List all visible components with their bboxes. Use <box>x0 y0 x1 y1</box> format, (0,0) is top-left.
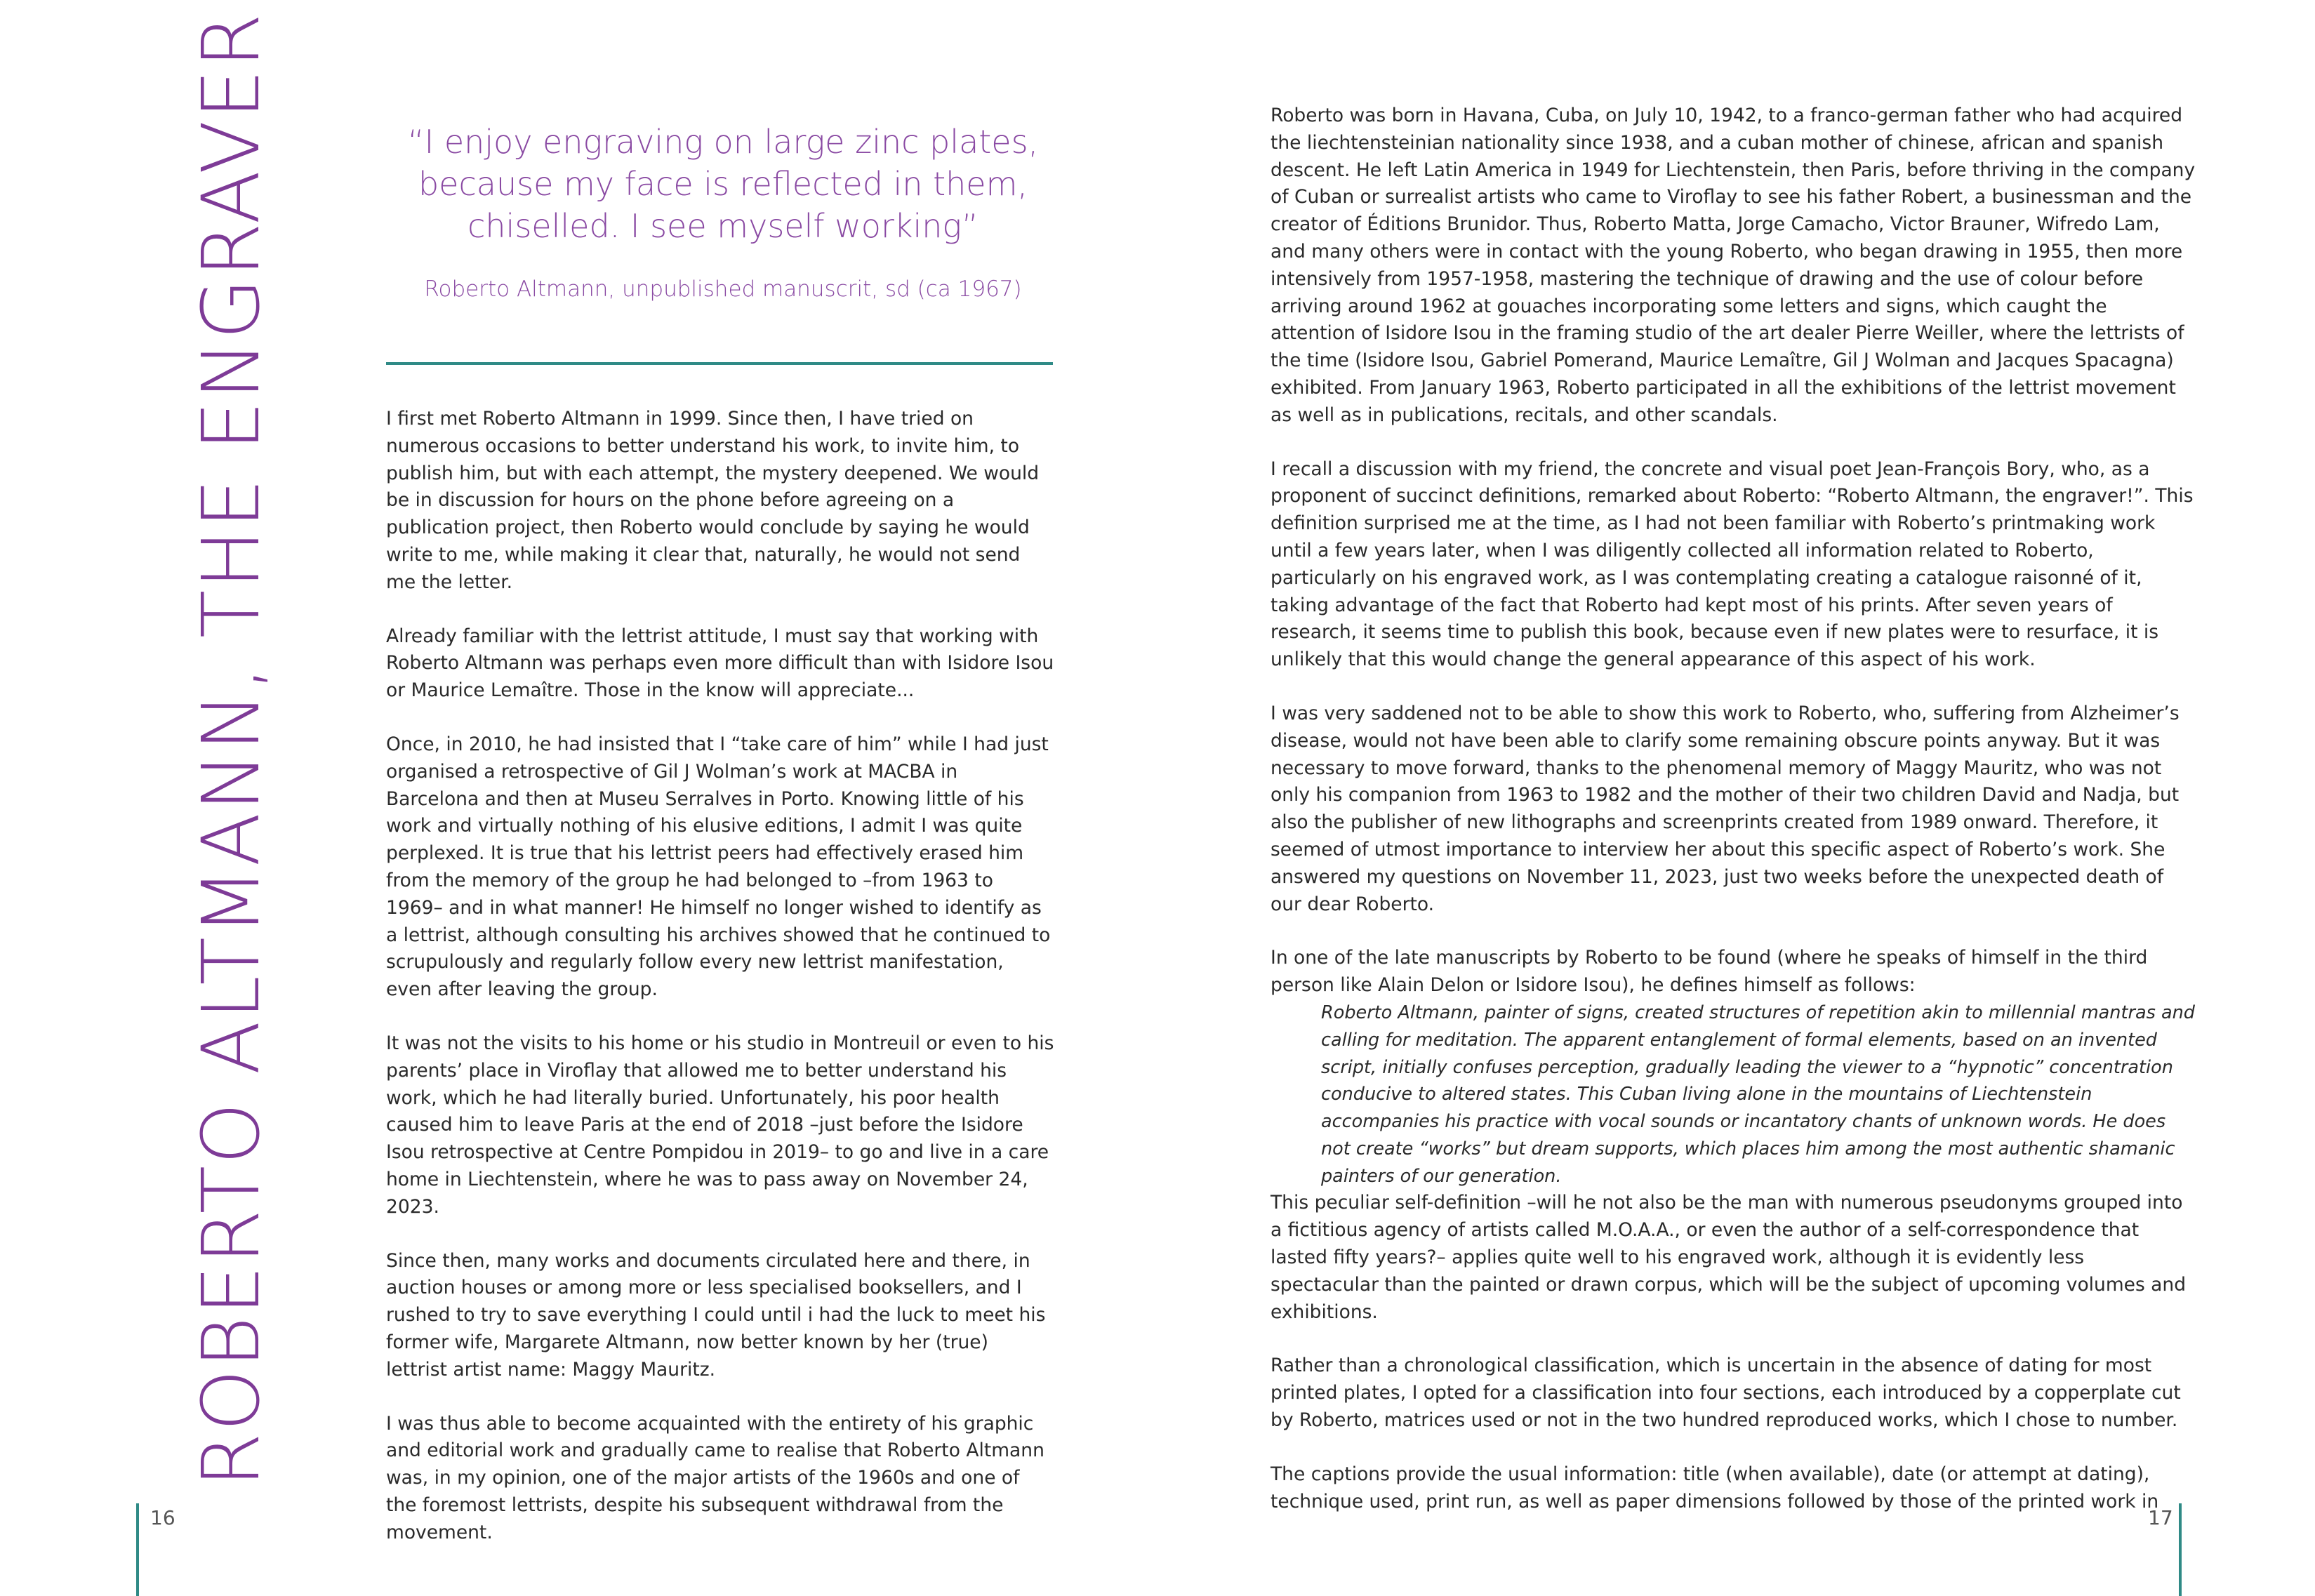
quote-source: Roberto Altmann, unpublished manuscrit, sd (ca 1967) <box>424 277 1022 302</box>
page-number-left: 16 <box>150 1506 175 1529</box>
paragraph: Already familiar with the lettrist attitude, I must say that working with Roberto Altmann was perhaps even more difficult than with Isidore Isou or Maurice Lemaître. Those in the know will appreciate... <box>386 625 1054 702</box>
paragraph: I recall a discussion with my friend, the concrete and visual poet Jean-François Bory, who, as a proponent of succinct definitions, remarked about Roberto: “Roberto Altmann, the engraver!”. This definition surprised me at the time, as I had not been familiar with Roberto’s printmaking work until a few years later, when I was diligently collected all information related to Roberto, particularly on his engraved work, as I was contemplating creating a catalogue raisonné of it, taking advantage of the fact that Roberto had kept most of his prints. After seven years of research, it seems time to publish this book, because even if new plates were to resurface, it is unlikely that this would change the general appearance of this aspect of his work. <box>1271 458 2194 671</box>
paragraph: Roberto was born in Havana, Cuba, on July 10, 1942, to a franco-german father who had acquired the liechtensteinian nationality since 1938, and a cuban mother of chinese, african and spanish descent. He left Latin America in 1949 for Liechtenstein, then Paris, before thriving in the company of Cuban or surrealist artists who came to Viroflay to see his father Robert, a businessman and the creator of Éditions Brunidor. Thus, Roberto Matta, Jorge Camacho, Victor Brauner, Wifredo Lam, and many others were in contact with the young Roberto, who began drawing in 1955, then more intensively from 1957-1958, mastering the technique of drawing and the use of colour before arriving around 1962 at gouaches incorporating some letters and signs, which caught the attention of Isidore Isou in the framing studio of the art dealer Pierre Weiller, where the lettrists of the time (Isidore Isou, Gabriel Pomerand, Maurice Lemaître, Gil J Wolman and Jacques Spacagna) exhibited. From January 1963, Roberto participated in all the exhibitions of the lettrist movement as well as in publications, recitals, and other scandals. <box>1271 105 2196 426</box>
paragraph: Since then, many works and documents circulated here and there, in auction houses or among more or less specialised booksellers, and I rushed to try to save everything I could until i had the luck to meet his former wife, Margarete Altmann, now better known by her (true) lettrist artist name: Maggy Mauritz. <box>386 1249 1046 1381</box>
paragraph: Once, in 2010, he had insisted that I “take care of him” while I had just organised a retrospective of Gil J Wolman’s work at MACBA in Barcelona and then at Museu Serralves in Porto. Knowing little of his work and virtually nothing of his elusive editions, I admit I was quite perplexed. It is true that his lettrist peers had effectively erased him from the memory of the group he had belonged to –from 1963 to 1969– and in what manner! He himself no longer wished to identify as a lettrist, although consulting his archives showed that he continued to scrupulously and regularly follow every new lettrist manifestation, even after leaving the group. <box>386 733 1051 1001</box>
chapter-title: ROBERTO ALTMANN, THE ENGRAVER <box>186 11 277 1488</box>
quote-divider <box>386 362 1053 365</box>
vertical-title-area <box>186 11 277 1488</box>
paragraph: I was thus able to become acquainted with the entirety of his graphic and editorial work and gradually came to realise that Roberto Altmann was, in my opinion, one of the major artists of the 1960s and one of the foremost lettrists, despite his subsequent withdrawal from the movement. <box>386 1412 1044 1543</box>
paragraph: I was very saddened not to be able to show this work to Roberto, who, suffering from Alzheimer’s disease, would not have been able to clarify some remaining obscure points anyway. But it was necessary to move forward, thanks to the phenomenal memory of Maggy Mauritz, who was not only his companion from 1963 to 1982 and the mother of their two children David and Nadja, but also the publisher of new lithographs and screenprints created from 1989 onward. Therefore, it seemed of utmost importance to interview her about this specific aspect of Roberto’s work. She answered my questions on November 11, 2023, just two weeks before the unexpected death of our dear Roberto. <box>1271 702 2180 915</box>
paragraph: Rather than a chronological classification, which is uncertain in the absence of dating for most printed plates, I opted for a classification into four sections, each introduced by a copperplate cut by Roberto, matrices used or not in the two hundred reproduced works, which I chose to number. <box>1271 1355 2181 1432</box>
left-column <box>386 406 1054 1573</box>
pull-quote: “I enjoy engraving on large zinc plates, because my face is reflected in them, chiselled. I see myself working” <box>407 123 1039 245</box>
paragraph: It was not the visits to his home or his studio in Montreuil or even to his parents’ place in Viroflay that allowed me to better understand his work, which he had literally buried. Unfortunately, his poor health caused him to leave Paris at the end of 2018 –just before the Isidore Isou retrospective at Centre Pompidou in 2019– to go and live in a care home in Liechtenstein, where he was to pass away on November 24, 2023. <box>386 1032 1054 1218</box>
paragraph: The captions provide the usual information: title (when available), date (or attempt at dating), technique used, print run, as well as paper dimensions followed by those of the printed work in <box>1271 1463 2159 1512</box>
paragraph: I first met Roberto Altmann in 1999. Since then, I have tried on numerous occasions to better understand his work, to invite him, to publish him, but with each attempt, the mystery deepened. We would be in discussion for hours on the phone before agreeing on a publication project, then Roberto would conclude by saying he would write to me, while making it clear that, naturally, he would not send me the letter. <box>386 408 1040 593</box>
paragraph: In one of the late manuscripts by Roberto to be found (where he speaks of himself in the third person like Alain Delon or Isidore Isou), he defines himself as follows: <box>1271 947 2148 997</box>
right-column <box>1271 102 2197 1542</box>
folio-rule-left <box>136 1503 139 1596</box>
paragraph: This peculiar self-definition –will he not also be the man with numerous pseudonyms grouped into a fictitious agency of artists called M.O.A.A., or even the author of a self-correspondence that lasted fifty years?– applies quite well to his engraved work, although it is evidently less spectacular than the painted or drawn corpus, which will be the subject of upcoming volumes and exhibitions. <box>1271 1192 2187 1323</box>
page-number-right: 17 <box>2148 1506 2173 1529</box>
self-definition-quote: Roberto Altmann, painter of signs, created structures of repetition akin to millennial mantras and calling for meditation. The apparent entanglement of formal elements, based on an invented script, initially confuses perception, gradually leading the viewer to a “hypnotic” concentration conducive to altered states. This Cuban living alone in the mountains of Liechtenstein accompanies his practice with vocal sounds or incantatory chants of unknown words. He does not create “works” but dream supports, which places him among the most authentic shamanic painters of our generation. <box>1321 1002 2195 1187</box>
folio-rule-right <box>2179 1503 2182 1596</box>
